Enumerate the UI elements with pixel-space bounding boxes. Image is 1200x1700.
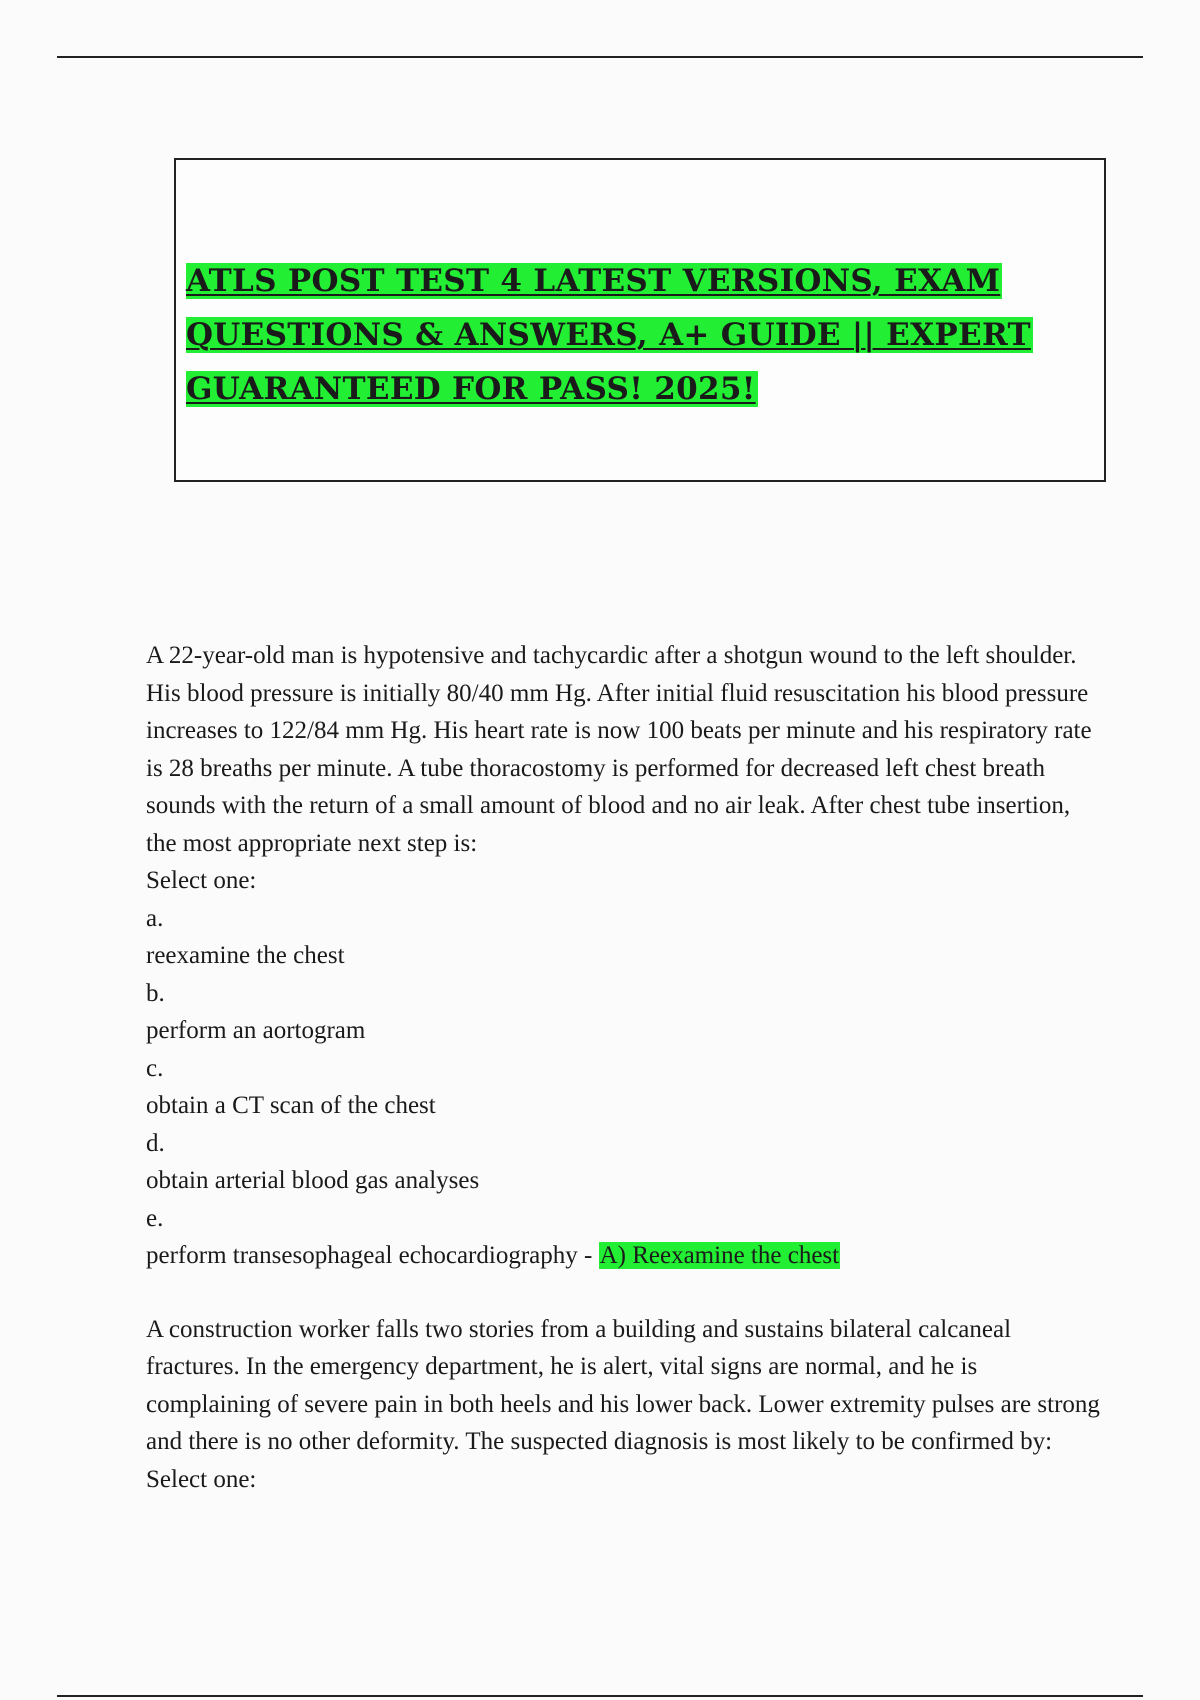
title-highlight: ATLS POST TEST 4 LATEST VERSIONS, EXAM QUESTIONS & ANSWERS, A+ GUIDE || EXPERT GUARANTEED FOR PASS! 2025! [186,263,1031,407]
question-list [146,637,1106,1498]
question-2-text: A construction worker falls two stories from a building and sustains bilateral calcaneal fractures. In the emergency department, he is alert, vital signs are normal, and he is complaining of severe pain in both heels and his lower back. Lower extremity pulses are strong and there is no other deformity. The suspected diagnosis is most likely to be confirmed by: [146,1315,1100,1455]
option-a-text: reexamine the chest [146,942,345,969]
title-box [174,158,1106,482]
question-2-select-label: Select one: [146,1465,257,1493]
question-1-select-label: Select one: [146,867,257,894]
option-e-line [146,1237,1106,1275]
top-rule [57,56,1143,58]
bottom-rule [57,1695,1143,1697]
question-1 [146,637,1106,1275]
question-1-text: A 22-year-old man is hypotensive and tachycardic after a shotgun wound to the left shoulder. His blood pressure is initially 80/40 mm Hg. After initial fluid resuscitation his blood pressure increases to 122/84 mm Hg. His heart rate is now 100 beats per minute and his respiratory rate is 28 breaths per minute. A tube thoracostomy is performed for decreased left chest breath sounds with the return of a small amount of blood and no air leak. After chest tube insertion, the most appropriate next step is: [146,642,1092,857]
question-2 [146,1311,1106,1499]
option-c-letter: c. [146,1054,164,1082]
question-gap [146,1275,1106,1311]
option-e-text: perform transesophageal echocardiography [146,1242,578,1269]
option-b-text: perform an aortogram [146,1017,366,1044]
answer-separator: - [577,1242,599,1269]
option-a-letter: a. [146,904,164,932]
option-c-text: obtain a CT scan of the chest [146,1092,436,1119]
option-d-text: obtain arterial blood gas analyses [146,1167,480,1194]
answer-highlight: A) Reexamine the chest [599,1242,840,1269]
document-title [186,254,1096,416]
option-d-letter: d. [146,1129,165,1157]
option-e-letter: e. [146,1204,164,1232]
option-b-letter: b. [146,979,165,1007]
